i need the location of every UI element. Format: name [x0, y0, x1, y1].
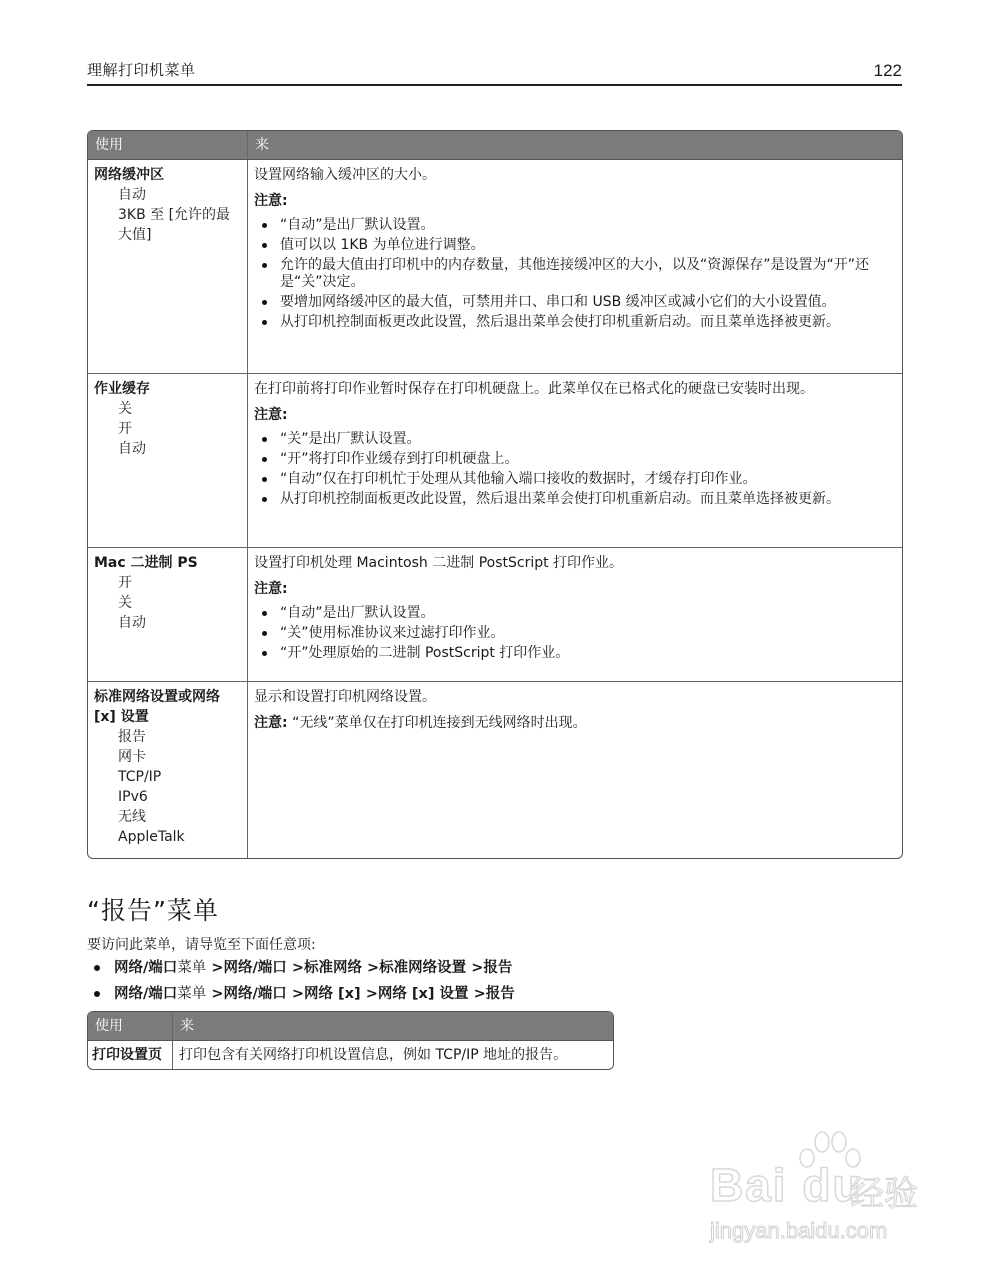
column-header-use: 使用	[88, 131, 248, 160]
nav-path	[114, 981, 515, 1007]
baidu-watermark	[700, 1130, 930, 1260]
path-part: >网络/端口 >网络 [x] >网络 [x] 设置 >报告	[206, 986, 515, 1002]
note-label: 注意:	[254, 193, 288, 209]
chapter-title: 理解打印机菜单	[87, 61, 196, 79]
reports-table	[87, 1011, 614, 1070]
description: 在打印前将打印作业暂时保存在打印机硬盘上。此菜单仅在已格式化的硬盘已安装时出现。	[254, 381, 814, 397]
note-item: “自动”是出厂默认设置。	[280, 217, 896, 234]
page-number: 122	[873, 61, 902, 80]
column-header-purpose: 来	[248, 131, 902, 160]
description: 设置打印机处理 Macintosh 二进制 PostScript 打印作业。	[254, 555, 624, 571]
option: 关	[118, 595, 132, 611]
watermark-cn: 经验	[850, 1174, 918, 1214]
menu-item-title: Mac 二进制 PS	[94, 555, 198, 571]
option: 开	[118, 421, 132, 437]
page-header	[87, 62, 902, 86]
note-item: 值可以以 1KB 为单位进行调整。	[280, 237, 896, 254]
option: 自动	[118, 615, 146, 631]
section-intro: 要访问此菜单，请导览至下面任意项:	[87, 937, 316, 953]
note-item: 要增加网络缓冲区的最大值，可禁用并口、串口和 USB 缓冲区或减小它们的大小设置值。	[280, 294, 896, 311]
option: 网卡	[118, 749, 146, 765]
table-row	[88, 374, 902, 548]
option: 开	[118, 575, 132, 591]
watermark-logo: Bai du	[710, 1159, 863, 1211]
table-row	[88, 1041, 613, 1069]
section-title: “报告”菜单	[87, 896, 219, 925]
option: AppleTalk	[118, 829, 185, 845]
notes-list	[254, 605, 896, 662]
network-settings-table	[87, 130, 903, 859]
note-item: 从打印机控制面板更改此设置，然后退出菜单会使打印机重新启动。而且菜单选择被更新。	[280, 491, 896, 508]
notes-list	[254, 217, 896, 331]
table-row	[88, 160, 902, 374]
note-label: 注意:	[254, 715, 288, 731]
note-item: “关”是出厂默认设置。	[280, 431, 896, 448]
notes-list	[254, 431, 896, 508]
option: IPv6	[118, 789, 148, 805]
note-item: “关”使用标准协议来过滤打印作业。	[280, 625, 896, 642]
note-label: 注意:	[254, 581, 288, 597]
path-part: 网络/端口	[114, 960, 178, 976]
navigation-paths	[87, 955, 515, 1007]
note-item: 从打印机控制面板更改此设置，然后退出菜单会使打印机重新启动。而且菜单选择被更新。	[280, 314, 896, 331]
option: TCP/IP	[118, 769, 162, 785]
path-part: >网络/端口 >标准网络 >标准网络设置 >报告	[206, 960, 513, 976]
note-text: “无线”菜单仅在打印机连接到无线网络时出现。	[292, 715, 587, 731]
description: 设置网络输入缓冲区的大小。	[254, 167, 436, 183]
path-part: 菜单	[177, 960, 207, 976]
note-item: “开”将打印作业缓存到打印机硬盘上。	[280, 451, 896, 468]
note-item: “自动”是出厂默认设置。	[280, 605, 896, 622]
menu-item-title: 打印设置页	[92, 1047, 162, 1063]
option: 关	[118, 401, 132, 417]
option: 3KB 至 [允许的最大值]	[118, 207, 231, 243]
nav-path	[114, 955, 515, 981]
option: 自动	[118, 187, 146, 203]
path-part: 菜单	[177, 986, 207, 1002]
menu-item-title: 作业缓存	[94, 381, 150, 397]
menu-item-title: 网络缓冲区	[94, 167, 164, 183]
menu-item-title: 标准网络设置或网络 [x] 设置	[94, 689, 220, 725]
option: 报告	[118, 729, 146, 745]
note-item: 允许的最大值由打印机中的内存数量，其他连接缓冲区的大小，以及“资源保存”是设置为“开”还是“关”决定。	[280, 257, 896, 291]
path-part: 网络/端口	[114, 986, 178, 1002]
column-header-purpose: 来	[173, 1012, 613, 1041]
note-label: 注意:	[254, 407, 288, 423]
option: 自动	[118, 441, 146, 457]
column-header-use: 使用	[88, 1012, 173, 1041]
option: 无线	[118, 809, 146, 825]
description: 打印包含有关网络打印机设置信息，例如 TCP/IP 地址的报告。	[179, 1047, 568, 1063]
watermark-url: jingyan.baidu.com	[710, 1218, 888, 1243]
table-row	[88, 548, 902, 682]
description: 显示和设置打印机网络设置。	[254, 689, 436, 705]
table-row	[88, 682, 902, 858]
note-item: “开”处理原始的二进制 PostScript 打印作业。	[280, 645, 896, 662]
note-item: “自动”仅在打印机忙于处理从其他输入端口接收的数据时，才缓存打印作业。	[280, 471, 896, 488]
inline-note	[254, 713, 896, 733]
